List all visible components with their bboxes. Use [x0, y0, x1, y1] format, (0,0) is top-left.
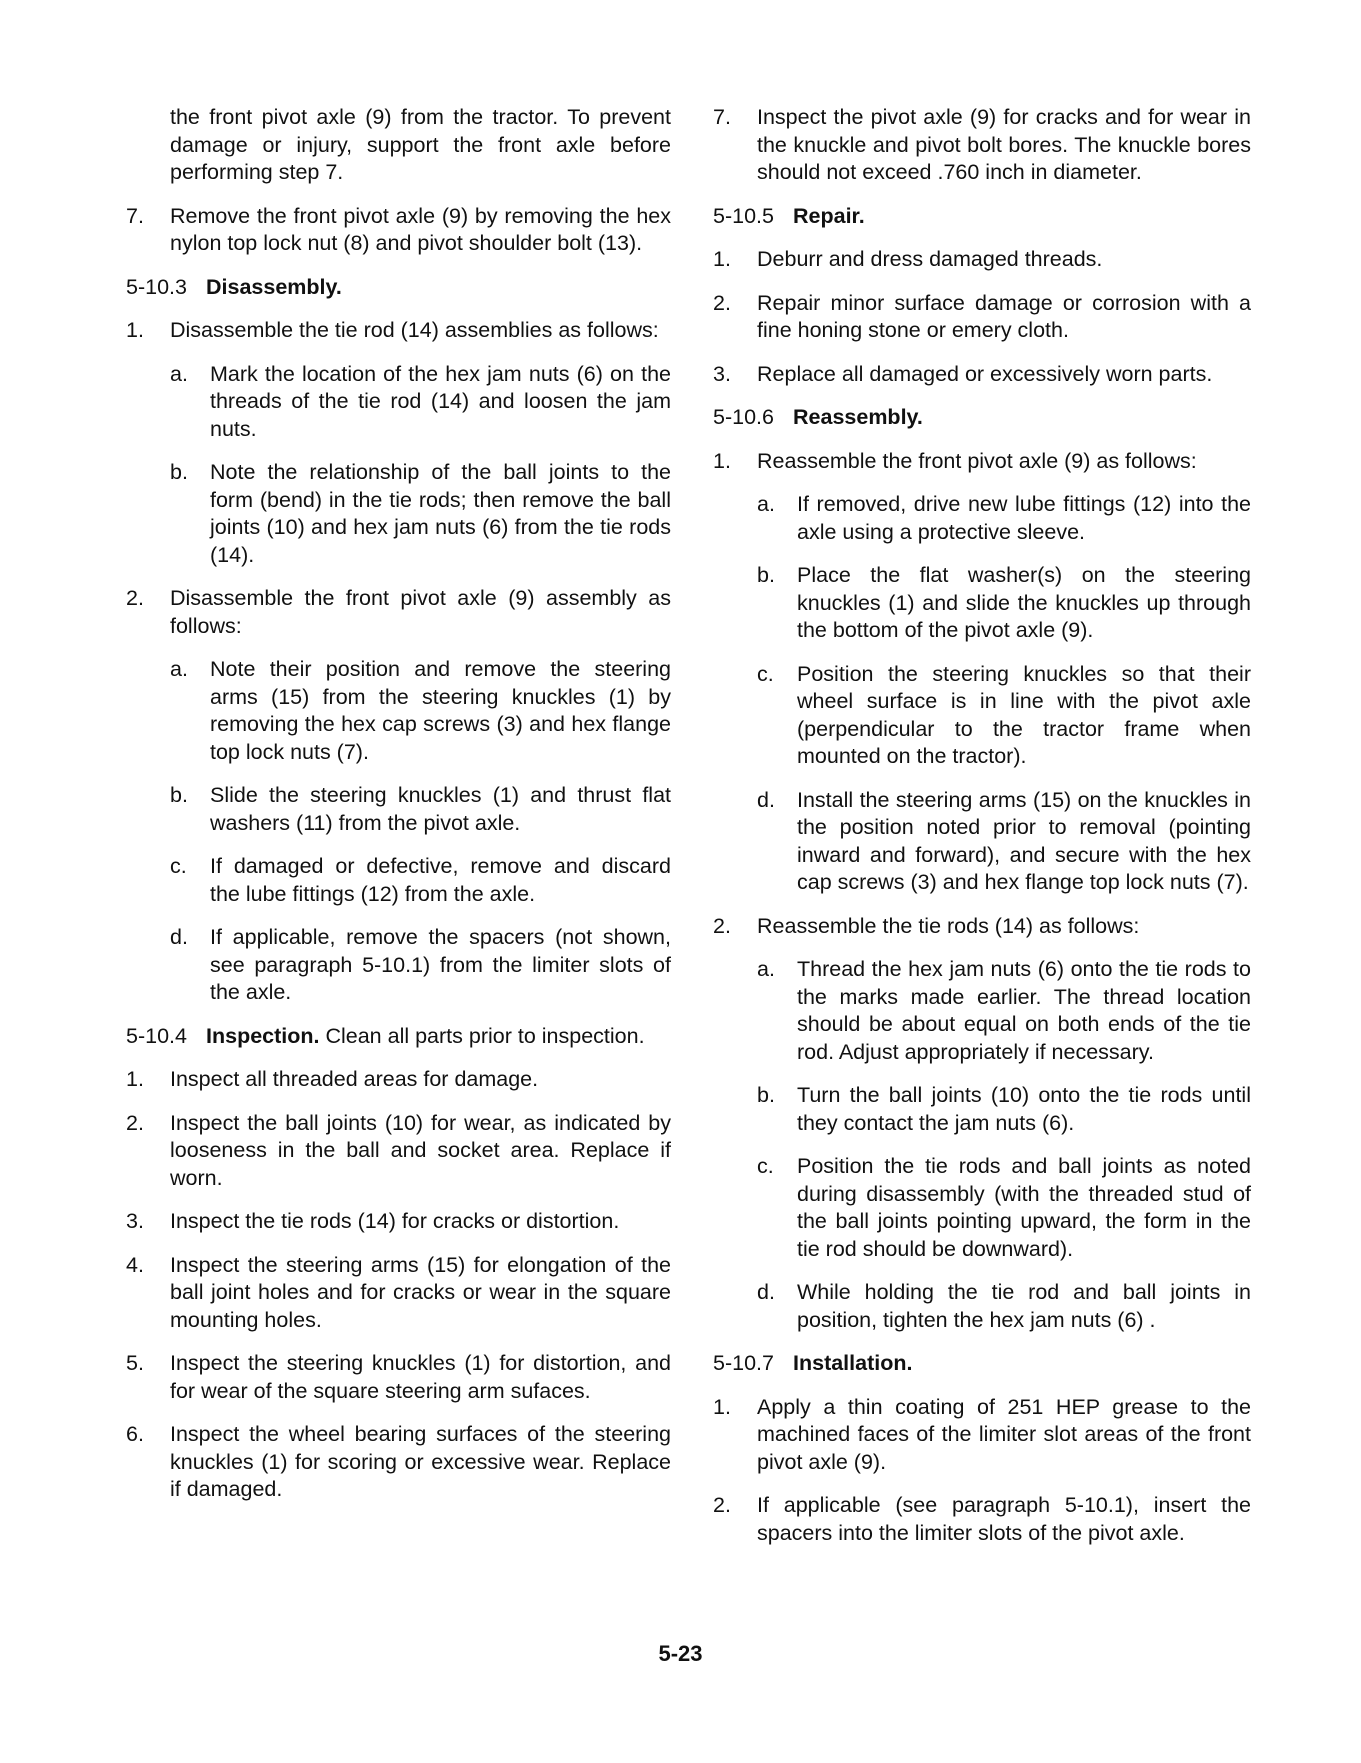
item-text: Reassemble the tie rods (14) as follows: — [757, 913, 1140, 938]
item-text: Apply a thin coating of 251 HEP grease to the machined faces of the limiter slot areas of the front pivot axle (9). — [757, 1394, 1251, 1474]
section-title: Inspection. — [206, 1023, 320, 1048]
item-letter: c. — [757, 1154, 774, 1178]
section-number: 5-10.7 — [713, 1351, 774, 1375]
list-item — [126, 1110, 671, 1193]
item-text: Disassemble the front pivot axle (9) assembly as follows: — [170, 586, 671, 638]
item-text: Disassemble the tie rod (14) assemblies as follows: — [170, 318, 659, 342]
list-item — [713, 290, 1251, 345]
item-text: Inspect the pivot axle (9) for cracks and for wear in the knuckle and pivot bolt bores. The knuckle bores should not exceed .760 inch in diameter. — [757, 105, 1251, 184]
item-number: 6. — [126, 1422, 144, 1446]
item-text: Mark the location of the hex jam nuts (6) on the threads of the tie rod (14) and loosen the jam nuts. — [210, 361, 671, 441]
sub-item — [757, 787, 1251, 897]
item-number: 2. — [126, 1110, 144, 1135]
item-letter: c. — [757, 661, 774, 686]
list-item — [126, 1421, 671, 1504]
list-item — [126, 1350, 671, 1405]
item-text: Inspect the wheel bearing surfaces of the steering knuckles (1) for scoring or excessive wear. Replace if damaged. — [170, 1422, 671, 1501]
item-text: Slide the steering knuckles (1) and thrust flat washers (11) from the pivot axle. — [210, 783, 671, 835]
list-item — [713, 448, 1251, 476]
item-letter: a. — [757, 957, 775, 981]
item-text: If applicable, remove the spacers (not shown, see paragraph 5-10.1) from the limiter slots of the axle. — [210, 925, 671, 1004]
list-item — [126, 203, 671, 258]
item-text: Inspect the steering knuckles (1) for distortion, and for wear of the square steering arm sufaces. — [170, 1351, 671, 1403]
section-number: 5-10.4 — [126, 1023, 187, 1048]
item-number: 1. — [713, 1394, 731, 1419]
list-item — [126, 1208, 671, 1236]
sub-item — [757, 1279, 1251, 1334]
list-item — [713, 1394, 1251, 1477]
item-text: Inspect the steering arms (15) for elongation of the ball joint holes and for cracks or wear in the square mounting holes. — [170, 1252, 671, 1332]
item-number: 3. — [126, 1209, 144, 1233]
right-column — [713, 104, 1251, 1563]
item-number: 7. — [126, 203, 144, 228]
item-letter: b. — [757, 563, 775, 587]
item-text: Reassemble the front pivot axle (9) as follows: — [757, 448, 1197, 473]
sub-item — [170, 782, 671, 837]
item-text: Note the relationship of the ball joints to the form (bend) in the tie rods; then remove the ball joints (10) and hex jam nuts (6) from the tie rods (14). — [210, 460, 671, 567]
sub-item — [757, 956, 1251, 1066]
item-text: Replace all damaged or excessively worn parts. — [757, 361, 1213, 386]
item-text: Inspect all threaded areas for damage. — [170, 1067, 539, 1091]
item-text: Remove the front pivot axle (9) by removing the hex nylon top lock nut (8) and pivot shoulder bolt (13). — [170, 203, 671, 255]
section-heading-inspection — [126, 1023, 671, 1051]
item-letter: a. — [757, 492, 775, 516]
item-number: 5. — [126, 1351, 144, 1375]
section-title: Installation. — [793, 1351, 913, 1375]
item-letter: d. — [170, 925, 188, 949]
section-heading-disassembly — [126, 274, 671, 302]
item-number: 2. — [713, 290, 731, 315]
section-heading-reassembly — [713, 404, 1251, 432]
list-item — [126, 1066, 671, 1094]
item-text: Position the tie rods and ball joints as noted during disassembly (with the threaded stud of the ball joints pointing upward, the form in the tie rod should be downward). — [797, 1154, 1251, 1261]
item-text: Thread the hex jam nuts (6) onto the tie rods to the marks made earlier. The thread location should be about equal on both ends of the tie rod. Adjust appropriately if necessary. — [797, 957, 1251, 1064]
section-title: Disassembly. — [206, 274, 342, 299]
item-text: Inspect the ball joints (10) for wear, as indicated by looseness in the ball and socket area. Replace if worn. — [170, 1110, 671, 1190]
sub-item — [757, 562, 1251, 645]
sub-item — [170, 853, 671, 908]
list-item — [126, 1252, 671, 1335]
item-text: Turn the ball joints (10) onto the tie rods until they contact the jam nuts (6). — [797, 1083, 1251, 1135]
item-text: Note their position and remove the steering arms (15) from the steering knuckles (1) by removing the hex cap screws (3) and hex flange top lock nuts (7). — [210, 657, 671, 764]
item-number: 3. — [713, 361, 731, 386]
item-number: 2. — [126, 586, 144, 610]
section-heading-installation — [713, 1350, 1251, 1378]
item-text: Repair minor surface damage or corrosion with a fine honing stone or emery cloth. — [757, 290, 1251, 342]
sub-item — [757, 661, 1251, 771]
item-text: Inspect the tie rods (14) for cracks or distortion. — [170, 1209, 620, 1233]
section-number: 5-10.3 — [126, 274, 187, 299]
item-text: Position the steering knuckles so that their wheel surface is in line with the pivot axle (perpendicular to the tractor frame when mounted on the tractor). — [797, 661, 1251, 768]
item-number: 1. — [713, 448, 731, 473]
list-item — [713, 104, 1251, 187]
continued-paragraph: the front pivot axle (9) from the tractor. To prevent damage or injury, support the front axle before performing step 7. — [170, 105, 671, 184]
item-text: If applicable (see paragraph 5-10.1), insert the spacers into the limiter slots of the pivot axle. — [757, 1493, 1251, 1545]
list-item — [713, 246, 1251, 274]
item-text: Install the steering arms (15) on the knuckles in the position noted prior to removal (pointing inward and forward), and secure with the hex cap screws (3) and hex flange top lock nuts (7). — [797, 787, 1251, 894]
sub-item — [170, 361, 671, 444]
item-text: While holding the tie rod and ball joints in position, tighten the hex jam nuts (6) . — [797, 1280, 1251, 1332]
item-number: 1. — [126, 318, 144, 342]
sub-item — [757, 1153, 1251, 1263]
sub-item — [170, 459, 671, 569]
item-text: Deburr and dress damaged threads. — [757, 247, 1103, 271]
item-number: 2. — [713, 913, 731, 938]
item-letter: a. — [170, 657, 188, 681]
list-item — [126, 585, 671, 640]
item-number: 4. — [126, 1252, 144, 1277]
item-text: If damaged or defective, remove and discard the lube fittings (12) from the axle. — [210, 854, 671, 906]
item-number: 1. — [126, 1067, 144, 1091]
list-item — [713, 361, 1251, 389]
page-number: 5-23 — [658, 1641, 703, 1666]
sub-item — [170, 924, 671, 1007]
left-column — [126, 104, 671, 1520]
item-letter: a. — [170, 361, 188, 386]
item-letter: d. — [757, 1280, 775, 1304]
sub-item — [170, 656, 671, 766]
item-number: 2. — [713, 1493, 731, 1517]
section-number: 5-10.6 — [713, 405, 774, 429]
item-number: 1. — [713, 247, 731, 271]
sub-item — [757, 491, 1251, 546]
item-letter: c. — [170, 854, 187, 878]
item-letter: b. — [170, 460, 188, 484]
item-text: If removed, drive new lube fittings (12) into the axle using a protective sleeve. — [797, 492, 1251, 544]
section-heading-repair — [713, 203, 1251, 231]
list-item — [713, 913, 1251, 941]
list-item — [126, 317, 671, 345]
item-letter: b. — [170, 783, 188, 807]
item-letter: b. — [757, 1083, 775, 1107]
item-text: Place the flat washer(s) on the steering knuckles (1) and slide the knuckles up through the bottom of the pivot axle (9). — [797, 563, 1251, 642]
item-letter: d. — [757, 787, 775, 812]
section-number: 5-10.5 — [713, 203, 774, 228]
sub-item — [757, 1082, 1251, 1137]
section-title: Repair. — [793, 203, 865, 228]
section-intro: Clean all parts prior to inspection. — [325, 1023, 645, 1048]
section-title: Reassembly. — [793, 405, 923, 429]
item-number: 7. — [713, 105, 731, 129]
list-item — [713, 1492, 1251, 1547]
